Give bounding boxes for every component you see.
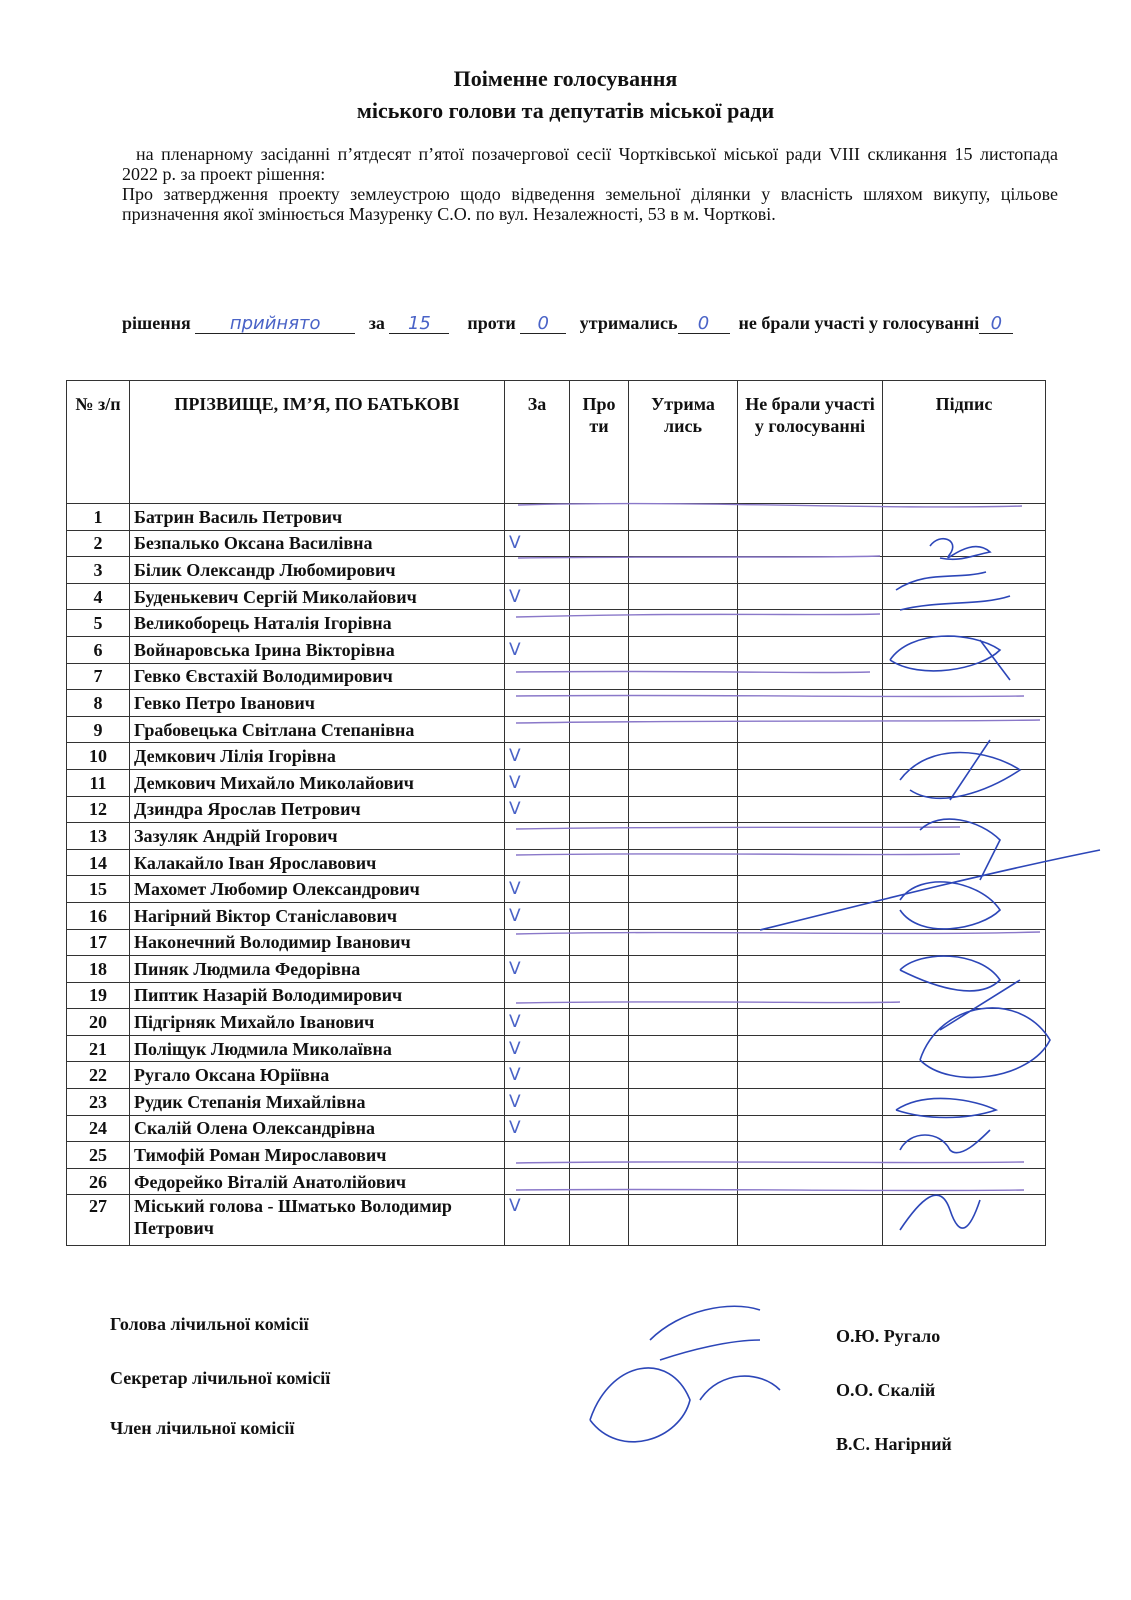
row-signature (883, 716, 1046, 743)
row-name: Пиптик Назарій Володимирович (130, 982, 505, 1009)
row-vote-not-participated (738, 902, 883, 929)
row-vote-against (570, 849, 629, 876)
row-vote-not-participated (738, 610, 883, 637)
row-name: Гевко Петро Іванович (130, 690, 505, 717)
row-vote-abstained (629, 716, 738, 743)
row-signature (883, 557, 1046, 584)
row-signature (883, 876, 1046, 903)
header-number: № з/п (67, 381, 130, 504)
session-description: на пленарному засіданні п’ятдесят п’ятої позачергової сесії Чортківської міської ради VIII скликання 15 листопада 2022 р. за проект рішення: (122, 144, 1058, 184)
row-vote-against (570, 716, 629, 743)
row-vote-against (570, 1142, 629, 1169)
row-vote-abstained (629, 1089, 738, 1116)
row-vote-for: V (505, 530, 570, 557)
row-name: Демкович Михайло Миколайович (130, 769, 505, 796)
row-vote-for: V (505, 769, 570, 796)
row-number: 11 (67, 769, 130, 796)
row-vote-abstained (629, 530, 738, 557)
row-name: Махомет Любомир Олександрович (130, 876, 505, 903)
row-signature (883, 823, 1046, 850)
table-row (67, 504, 1046, 531)
row-vote-against (570, 876, 629, 903)
row-number: 15 (67, 876, 130, 903)
table-row (67, 690, 1046, 717)
row-vote-against (570, 636, 629, 663)
row-vote-for (505, 557, 570, 584)
table-row (67, 796, 1046, 823)
row-name: Дзиндра Ярослав Петрович (130, 796, 505, 823)
row-name: Батрин Василь Петрович (130, 504, 505, 531)
row-name: Гевко Євстахій Володимирович (130, 663, 505, 690)
row-number: 6 (67, 636, 130, 663)
row-number: 21 (67, 1035, 130, 1062)
row-vote-against (570, 823, 629, 850)
row-vote-for: V (505, 1115, 570, 1142)
row-name: Буденькевич Сергій Миколайович (130, 583, 505, 610)
row-vote-not-participated (738, 716, 883, 743)
row-signature (883, 769, 1046, 796)
row-vote-against (570, 1009, 629, 1036)
header-abstained: Утрима лись (629, 381, 738, 504)
row-name: Нагірний Віктор Станіславович (130, 902, 505, 929)
row-signature (883, 663, 1046, 690)
row-vote-against (570, 1115, 629, 1142)
row-vote-abstained (629, 1142, 738, 1169)
row-signature (883, 796, 1046, 823)
row-vote-against (570, 902, 629, 929)
row-number: 9 (67, 716, 130, 743)
row-signature (883, 743, 1046, 770)
row-name: Калакайло Іван Ярославович (130, 849, 505, 876)
counting-commission-secretary-name: О.О. Скалій (836, 1380, 936, 1400)
row-vote-not-participated (738, 1009, 883, 1036)
row-vote-for: V (505, 876, 570, 903)
row-name: Пиняк Людмила Федорівна (130, 956, 505, 983)
table-row (67, 1142, 1046, 1169)
row-name: Зазуляк Андрій Ігорович (130, 823, 505, 850)
counting-commission-member-name: В.С. Нагірний (836, 1434, 952, 1454)
counting-commission-chair-label: Голова лічильної комісії (110, 1314, 309, 1334)
row-vote-against (570, 1035, 629, 1062)
row-vote-abstained (629, 583, 738, 610)
row-vote-not-participated (738, 982, 883, 1009)
row-vote-not-participated (738, 1142, 883, 1169)
table-row (67, 929, 1046, 956)
document-subtitle: міського голови та депутатів міської ради (356, 98, 775, 123)
row-number: 12 (67, 796, 130, 823)
against-value: 0 (520, 311, 566, 334)
row-vote-for (505, 663, 570, 690)
row-vote-for (505, 929, 570, 956)
row-number: 10 (67, 743, 130, 770)
row-vote-abstained (629, 557, 738, 584)
table-row (67, 956, 1046, 983)
not-participated-value: 0 (979, 311, 1013, 334)
session-intro (122, 144, 1058, 224)
not-participated-label: не брали участі у голосуванні (738, 313, 980, 333)
decision-value: прийнято (195, 311, 355, 334)
row-name: Ругало Оксана Юріївна (130, 1062, 505, 1089)
header-signature: Підпис (883, 381, 1046, 504)
vote-result-line (122, 310, 1058, 336)
roll-call-table (66, 380, 1046, 1246)
row-signature (883, 956, 1046, 983)
row-vote-not-participated (738, 1035, 883, 1062)
row-vote-for (505, 610, 570, 637)
row-vote-not-participated (738, 530, 883, 557)
row-name: Білик Олександр Любомирович (130, 557, 505, 584)
row-vote-abstained (629, 504, 738, 531)
row-vote-abstained (629, 902, 738, 929)
row-vote-not-participated (738, 557, 883, 584)
table-row (67, 902, 1046, 929)
for-label: за (368, 313, 385, 333)
table-row (67, 1168, 1046, 1195)
row-vote-abstained (629, 769, 738, 796)
row-name: Грабовецька Світлана Степанівна (130, 716, 505, 743)
row-vote-for: V (505, 1009, 570, 1036)
row-vote-against (570, 690, 629, 717)
counting-commission-member-label: Член лічильної комісії (110, 1418, 295, 1438)
row-number: 22 (67, 1062, 130, 1089)
row-name: Федорейко Віталій Анатолійович (130, 1168, 505, 1195)
row-number: 7 (67, 663, 130, 690)
row-name: Скалій Олена Олександрівна (130, 1115, 505, 1142)
table-row (67, 1195, 1046, 1246)
header-for: За (505, 381, 570, 504)
row-signature (883, 1168, 1046, 1195)
row-signature (883, 1009, 1046, 1036)
row-vote-for: V (505, 1195, 570, 1246)
table-row (67, 610, 1046, 637)
table-row (67, 557, 1046, 584)
row-number: 25 (67, 1142, 130, 1169)
table-row (67, 530, 1046, 557)
row-vote-for: V (505, 583, 570, 610)
row-signature (883, 610, 1046, 637)
row-vote-not-participated (738, 1195, 883, 1246)
row-vote-against (570, 796, 629, 823)
table-header-row (67, 381, 1046, 504)
row-number: 2 (67, 530, 130, 557)
row-number: 18 (67, 956, 130, 983)
table-row (67, 743, 1046, 770)
row-number: 19 (67, 982, 130, 1009)
row-vote-for (505, 716, 570, 743)
row-number: 26 (67, 1168, 130, 1195)
table-row (67, 1035, 1046, 1062)
row-signature (883, 1062, 1046, 1089)
row-vote-abstained (629, 1062, 738, 1089)
row-vote-for: V (505, 902, 570, 929)
row-number: 3 (67, 557, 130, 584)
draft-decision-title: Про затвердження проекту землеустрою щодо відведення земельної ділянки у власність шляхом викупу, цільове призначення якої змінюється Мазуренку С.О. по вул. Незалежності, 53 в м. Чорткові. (122, 184, 1058, 224)
row-vote-abstained (629, 823, 738, 850)
row-vote-against (570, 769, 629, 796)
row-signature (883, 504, 1046, 531)
counting-commission-secretary-label: Секретар лічильної комісії (110, 1368, 331, 1388)
row-vote-for: V (505, 1035, 570, 1062)
row-name: Войнаровська Ірина Вікторівна (130, 636, 505, 663)
row-vote-not-participated (738, 663, 883, 690)
row-signature (883, 1195, 1046, 1246)
row-signature (883, 583, 1046, 610)
table-row (67, 1089, 1046, 1116)
header-not-participated: Не брали участі у голосуванні (738, 381, 883, 504)
row-vote-for (505, 690, 570, 717)
row-name: Наконечний Володимир Іванович (130, 929, 505, 956)
row-vote-for: V (505, 636, 570, 663)
table-row (67, 663, 1046, 690)
row-vote-against (570, 557, 629, 584)
header-name: ПРІЗВИЩЕ, ІМ’Я, ПО БАТЬКОВІ (130, 381, 505, 504)
row-number: 17 (67, 929, 130, 956)
row-vote-for (505, 1142, 570, 1169)
row-vote-abstained (629, 956, 738, 983)
row-number: 5 (67, 610, 130, 637)
row-vote-against (570, 982, 629, 1009)
row-signature (883, 1142, 1046, 1169)
against-label: проти (467, 313, 516, 333)
row-signature (883, 982, 1046, 1009)
row-signature (883, 929, 1046, 956)
row-vote-not-participated (738, 690, 883, 717)
row-vote-for: V (505, 796, 570, 823)
table-row (67, 1115, 1046, 1142)
row-vote-not-participated (738, 636, 883, 663)
row-vote-abstained (629, 1035, 738, 1062)
row-vote-against (570, 1195, 629, 1246)
row-vote-against (570, 530, 629, 557)
row-vote-not-participated (738, 583, 883, 610)
row-vote-not-participated (738, 956, 883, 983)
row-name: Великоборець Наталія Ігорівна (130, 610, 505, 637)
row-vote-against (570, 663, 629, 690)
row-vote-abstained (629, 982, 738, 1009)
row-signature (883, 690, 1046, 717)
table-row (67, 823, 1046, 850)
row-vote-not-participated (738, 796, 883, 823)
row-vote-against (570, 956, 629, 983)
row-vote-against (570, 1089, 629, 1116)
row-vote-abstained (629, 876, 738, 903)
table-row (67, 1062, 1046, 1089)
counting-commission-chair-name: О.Ю. Ругало (836, 1326, 941, 1346)
row-number: 8 (67, 690, 130, 717)
table-row (67, 982, 1046, 1009)
row-vote-against (570, 610, 629, 637)
row-number: 24 (67, 1115, 130, 1142)
row-vote-for (505, 982, 570, 1009)
table-row (67, 849, 1046, 876)
for-value: 15 (389, 311, 449, 334)
row-number: 20 (67, 1009, 130, 1036)
table-row (67, 769, 1046, 796)
row-name: Поліщук Людмила Миколаївна (130, 1035, 505, 1062)
header-against: Про ти (570, 381, 629, 504)
row-vote-for: V (505, 743, 570, 770)
row-vote-not-participated (738, 823, 883, 850)
row-vote-not-participated (738, 769, 883, 796)
row-signature (883, 1089, 1046, 1116)
row-signature (883, 636, 1046, 663)
row-name: Рудик Степанія Михайлівна (130, 1089, 505, 1116)
row-vote-against (570, 583, 629, 610)
table-row (67, 1009, 1046, 1036)
row-vote-abstained (629, 636, 738, 663)
row-vote-abstained (629, 796, 738, 823)
row-vote-for (505, 504, 570, 531)
row-vote-for: V (505, 1089, 570, 1116)
row-vote-not-participated (738, 1062, 883, 1089)
row-vote-abstained (629, 743, 738, 770)
row-vote-not-participated (738, 1168, 883, 1195)
decision-label: рішення (122, 313, 191, 333)
row-vote-abstained (629, 1009, 738, 1036)
row-number: 27 (67, 1195, 130, 1246)
row-vote-not-participated (738, 849, 883, 876)
row-vote-abstained (629, 1168, 738, 1195)
row-vote-abstained (629, 849, 738, 876)
row-number: 23 (67, 1089, 130, 1116)
row-vote-not-participated (738, 876, 883, 903)
row-signature (883, 1035, 1046, 1062)
table-row (67, 876, 1046, 903)
row-name: Демкович Лілія Ігорівна (130, 743, 505, 770)
document-title: Поіменне голосування (453, 66, 678, 91)
row-vote-for (505, 823, 570, 850)
row-vote-for: V (505, 956, 570, 983)
row-name: Міський голова - Шматько Володимир Петрович (130, 1195, 505, 1246)
row-vote-not-participated (738, 504, 883, 531)
row-vote-not-participated (738, 743, 883, 770)
abstained-label: утримались (579, 313, 678, 333)
row-signature (883, 902, 1046, 929)
row-signature (883, 1115, 1046, 1142)
row-vote-against (570, 743, 629, 770)
row-vote-against (570, 1062, 629, 1089)
row-vote-against (570, 929, 629, 956)
row-vote-abstained (629, 1195, 738, 1246)
row-vote-abstained (629, 929, 738, 956)
row-number: 16 (67, 902, 130, 929)
row-vote-not-participated (738, 1089, 883, 1116)
row-vote-abstained (629, 663, 738, 690)
row-vote-not-participated (738, 929, 883, 956)
row-vote-abstained (629, 1115, 738, 1142)
row-vote-abstained (629, 610, 738, 637)
row-name: Тимофій Роман Мирославович (130, 1142, 505, 1169)
row-name: Безпалько Оксана Василівна (130, 530, 505, 557)
row-vote-abstained (629, 690, 738, 717)
table-row (67, 716, 1046, 743)
abstained-value: 0 (678, 311, 730, 334)
row-number: 4 (67, 583, 130, 610)
table-row (67, 636, 1046, 663)
row-signature (883, 530, 1046, 557)
table-row (67, 583, 1046, 610)
row-name: Підгірняк Михайло Іванович (130, 1009, 505, 1036)
row-number: 14 (67, 849, 130, 876)
row-vote-against (570, 1168, 629, 1195)
row-vote-not-participated (738, 1115, 883, 1142)
row-number: 13 (67, 823, 130, 850)
row-vote-for (505, 849, 570, 876)
row-number: 1 (67, 504, 130, 531)
row-signature (883, 849, 1046, 876)
row-vote-against (570, 504, 629, 531)
row-vote-for (505, 1168, 570, 1195)
row-vote-for: V (505, 1062, 570, 1089)
